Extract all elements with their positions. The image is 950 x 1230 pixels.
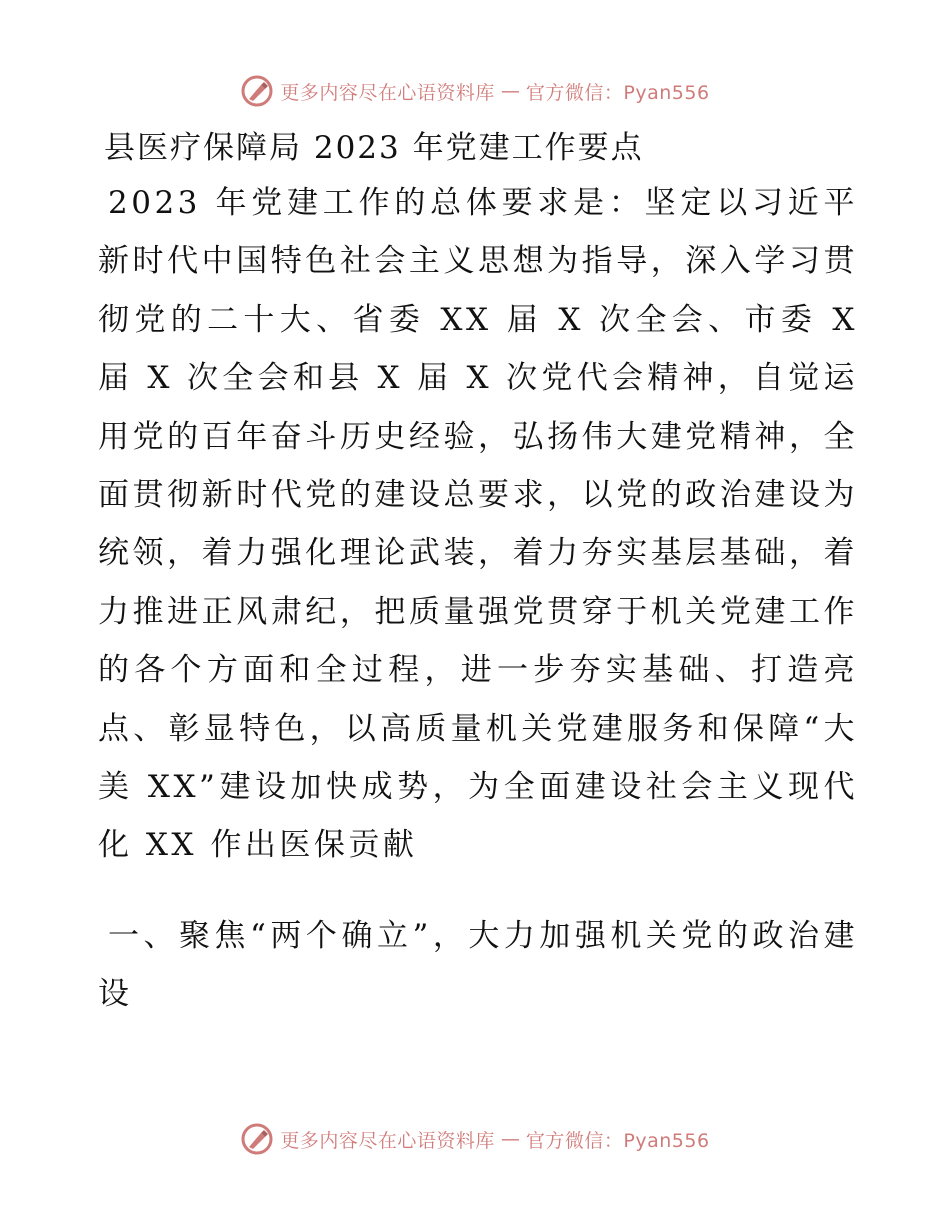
document-title: 县医疗保障局 2023 年党建工作要点 bbox=[104, 130, 644, 166]
pen-logo-icon bbox=[240, 1122, 274, 1156]
intro-paragraph: 2023 年党建工作的总体要求是：坚定以习近平新时代中国特色社会主义思想为指导，深入学习贯彻党的二十大、省委 XX 届 X 次全会、市委 X 届 X 次全会和县 X 届 X 次党代会精神，自觉运用党的百年奋斗历史经验，弘扬伟大建党精神，全面贯彻新时代党的建设总要求，以党的政治建设为统领，着力强化理论武装，着力夯实基层基础，着力推进正风肃纪，把质量强党贯穿于机关党建工作的各个方面和全过程，进一步夯实基础、打造亮点、彰显特色，以高质量机关党建服务和保障“大美 XX”建设加快成势，为全面建设社会主义现代化 XX 作出医保贡献 bbox=[98, 185, 858, 864]
watermark-separator: — bbox=[500, 80, 520, 102]
watermark-contact: 官方微信：Pyan556 bbox=[525, 81, 710, 104]
watermark-footer bbox=[0, 1122, 950, 1156]
watermark-header bbox=[0, 74, 950, 108]
watermark-separator: — bbox=[500, 1128, 520, 1150]
watermark-text: 更多内容尽在心语资料库 bbox=[280, 81, 495, 104]
pen-logo-icon bbox=[240, 74, 274, 108]
watermark-text: 更多内容尽在心语资料库 bbox=[280, 1129, 495, 1152]
section-1-heading: 一、聚焦“两个确立”，大力加强机关党的政治建设 bbox=[98, 918, 858, 1013]
watermark-contact: 官方微信：Pyan556 bbox=[525, 1129, 710, 1152]
